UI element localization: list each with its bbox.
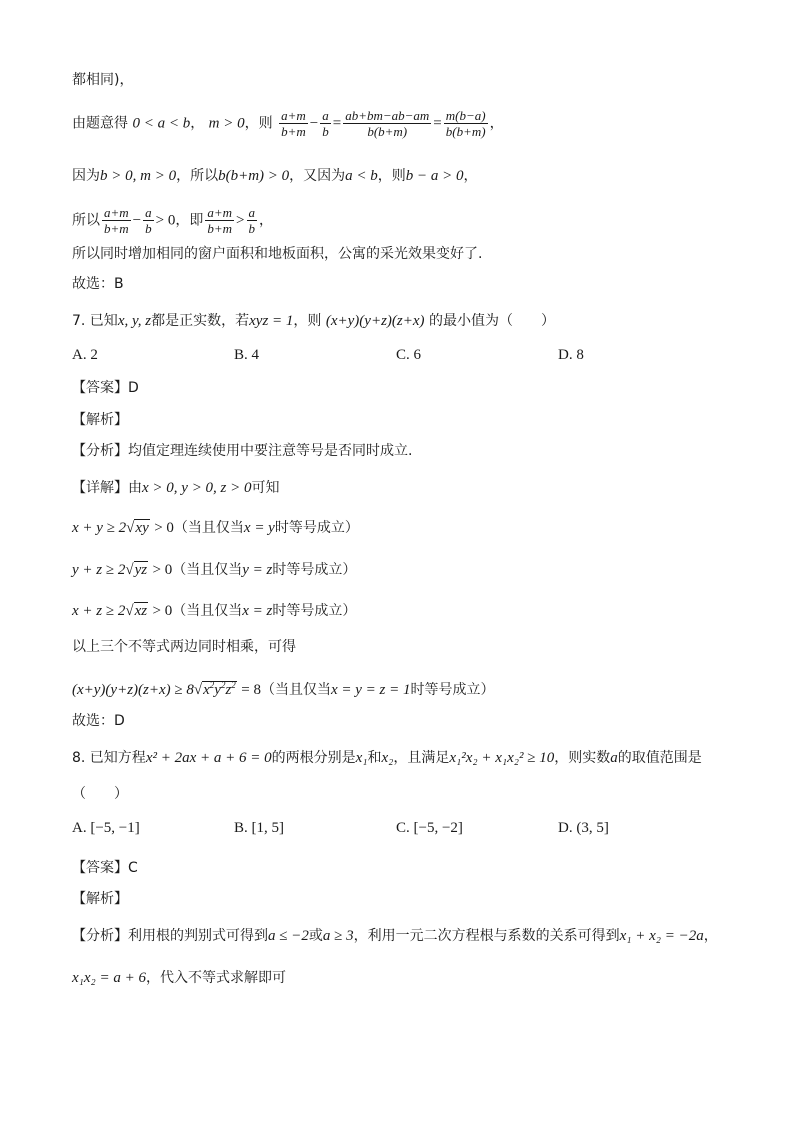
text: 时等号成立） bbox=[274, 520, 359, 536]
text-line bbox=[72, 70, 133, 90]
math: x = y = z = 1 bbox=[330, 682, 411, 698]
text: ， bbox=[703, 928, 718, 944]
math: x₁ bbox=[355, 750, 368, 766]
operator: = bbox=[433, 115, 442, 132]
option-b: B. [1, 5] bbox=[234, 820, 284, 836]
text: 7. 已知 bbox=[72, 313, 118, 329]
operator: − bbox=[132, 212, 142, 229]
sqrt-icon: √ bbox=[126, 520, 135, 536]
math: x₂ bbox=[381, 750, 394, 766]
text-line bbox=[72, 166, 478, 186]
answer-label bbox=[72, 378, 139, 398]
numerator: a+m bbox=[207, 205, 233, 220]
denominator: b bbox=[322, 124, 329, 139]
numerator: a bbox=[145, 205, 152, 220]
analysis-text bbox=[72, 968, 286, 988]
text-line bbox=[72, 784, 128, 804]
math: m > 0 bbox=[208, 115, 245, 132]
math: x, y, z bbox=[117, 313, 152, 329]
radicand: yz bbox=[134, 562, 148, 578]
math: x > 0, y > 0, z > 0 bbox=[142, 480, 252, 496]
text-line bbox=[72, 274, 124, 294]
math: a bbox=[610, 750, 618, 766]
math: (x+y)(y+z)(z+x) ≥ 8 bbox=[72, 682, 194, 698]
text: 【分析】利用根的判别式可得到 bbox=[72, 928, 268, 944]
inequality-1 bbox=[72, 518, 359, 538]
text: 的最小值为（ ） bbox=[428, 313, 555, 329]
math: b(b+m) > 0 bbox=[218, 168, 290, 184]
sqrt-icon: √ bbox=[193, 682, 203, 698]
text: （ ） bbox=[72, 786, 128, 802]
text: ，则 bbox=[377, 168, 406, 184]
text: 所以 bbox=[72, 212, 100, 229]
fraction bbox=[343, 108, 431, 139]
text: 时等号成立） bbox=[272, 603, 357, 619]
text: 故选：B bbox=[72, 276, 124, 292]
fraction bbox=[320, 108, 331, 139]
denominator: b+m bbox=[281, 124, 306, 139]
operator: = bbox=[332, 115, 342, 132]
text: ，利用一元二次方程根与系数的关系可得到 bbox=[353, 928, 620, 944]
analysis-label bbox=[72, 889, 128, 909]
text: 都是正实数，若 bbox=[151, 313, 250, 329]
numerator: ab+bm−ab−am bbox=[345, 108, 430, 123]
text: ，且满足 bbox=[393, 750, 450, 766]
math: (x+y)(y+z)(z+x) bbox=[325, 313, 425, 329]
denominator: b(b+m) bbox=[367, 124, 408, 139]
denominator: b bbox=[248, 221, 255, 236]
derivation-line bbox=[72, 108, 504, 139]
text: ，则 bbox=[244, 115, 273, 132]
text: （当且仅当 bbox=[173, 520, 244, 536]
math: x₁²x₂ + x₁x₂² ≥ 10 bbox=[449, 750, 555, 766]
text: ，又因为 bbox=[289, 168, 346, 184]
analysis-label bbox=[72, 410, 128, 430]
question-7 bbox=[72, 311, 555, 331]
denominator: b bbox=[145, 221, 152, 236]
math: b > 0, m > 0 bbox=[100, 168, 177, 184]
text: 以上三个不等式两边同时相乘，可得 bbox=[72, 639, 296, 655]
text: （当且仅当 bbox=[260, 682, 331, 698]
detail-line bbox=[72, 478, 280, 498]
text-line bbox=[72, 711, 125, 731]
operator: > 0 bbox=[155, 212, 176, 229]
sqrt-icon: √ bbox=[125, 603, 134, 619]
option-a: A. 2 bbox=[72, 347, 98, 363]
text: ， bbox=[489, 115, 504, 132]
text: ，则 bbox=[293, 313, 322, 329]
text: 故选：D bbox=[72, 713, 125, 729]
text-line bbox=[72, 244, 482, 264]
product-inequality bbox=[72, 675, 495, 700]
numerator: a+m bbox=[104, 205, 129, 220]
text: 8. 已知方程 bbox=[72, 750, 146, 766]
denominator: b(b+m) bbox=[445, 124, 486, 139]
text: ， bbox=[190, 115, 205, 132]
math: x = y bbox=[243, 520, 275, 536]
inequality-3 bbox=[72, 601, 356, 621]
question-8 bbox=[72, 748, 702, 768]
text: 时等号成立） bbox=[272, 562, 357, 578]
math: a < b bbox=[345, 168, 378, 184]
text: 可知 bbox=[251, 480, 280, 496]
math: x₁x₂ = a + 6 bbox=[72, 970, 146, 986]
text: 【答案】C bbox=[72, 860, 138, 876]
math: > 0 bbox=[152, 562, 173, 578]
numerator: a bbox=[248, 205, 255, 220]
fraction bbox=[279, 108, 308, 139]
fraction bbox=[444, 108, 488, 139]
text: 都相同)， bbox=[72, 72, 134, 88]
text: 【分析】均值定理连续使用中要注意等号是否同时成立. bbox=[72, 443, 413, 459]
text: 【解析】 bbox=[72, 891, 128, 907]
inequality-2 bbox=[72, 560, 356, 580]
text: 的取值范围是 bbox=[617, 750, 702, 766]
text: 【详解】由 bbox=[72, 480, 142, 496]
text: 由题意得 bbox=[72, 115, 128, 132]
analysis-text bbox=[72, 926, 718, 946]
text: 和 bbox=[367, 750, 382, 766]
fraction bbox=[143, 205, 154, 236]
math: b − a > 0 bbox=[405, 168, 464, 184]
math: xyz = 1 bbox=[249, 313, 294, 329]
text: 【答案】D bbox=[72, 380, 139, 396]
math: = 8 bbox=[241, 682, 261, 698]
math: a ≥ 3 bbox=[322, 928, 354, 944]
denominator: b+m bbox=[104, 221, 129, 236]
fraction bbox=[102, 205, 131, 236]
text: ，即 bbox=[175, 212, 204, 229]
option-c: C. [−5, −2] bbox=[396, 820, 463, 836]
radicand: $x^2y^2z^2$ bbox=[203, 680, 236, 698]
option-b: B. 4 bbox=[234, 347, 260, 363]
sqrt-icon: √ bbox=[125, 562, 134, 578]
math: > 0 bbox=[154, 520, 174, 536]
operator: − bbox=[309, 115, 319, 132]
math: x = z bbox=[242, 603, 273, 619]
option-d: D. 8 bbox=[558, 347, 584, 363]
fraction bbox=[247, 205, 258, 236]
math: 0 < a < b bbox=[132, 115, 191, 132]
answer-label bbox=[72, 858, 138, 878]
text: ，代入不等式求解即可 bbox=[146, 970, 286, 986]
derivation-line bbox=[72, 205, 273, 236]
text: ， bbox=[259, 212, 273, 229]
text: 或 bbox=[308, 928, 323, 944]
operator: > bbox=[236, 212, 245, 229]
fraction bbox=[205, 205, 234, 236]
numerator: a+m bbox=[281, 108, 306, 123]
option-a: A. [−5, −1] bbox=[72, 820, 140, 836]
math: y + z ≥ 2 bbox=[72, 562, 126, 578]
text: （当且仅当 bbox=[172, 603, 243, 619]
text: 所以同时增加相同的窗户面积和地板面积，公寓的采光效果变好了. bbox=[72, 246, 483, 262]
text: ，则实数 bbox=[554, 750, 611, 766]
radicand: xy bbox=[135, 520, 149, 536]
text: ， bbox=[463, 168, 478, 184]
text: 【解析】 bbox=[72, 412, 128, 428]
math: x² + 2ax + a + 6 = 0 bbox=[145, 750, 272, 766]
text: 时等号成立） bbox=[410, 682, 495, 698]
math: x + y ≥ 2 bbox=[72, 520, 127, 536]
radicand: xz bbox=[134, 603, 148, 619]
math: a ≤ −2 bbox=[268, 928, 309, 944]
analysis-text bbox=[72, 441, 412, 461]
math: > 0 bbox=[152, 603, 173, 619]
denominator: b+m bbox=[207, 221, 233, 236]
text: 因为 bbox=[72, 168, 100, 184]
math: x + z ≥ 2 bbox=[72, 603, 126, 619]
numerator: m(b−a) bbox=[445, 108, 486, 123]
numerator: a bbox=[322, 108, 329, 123]
text: 的两根分别是 bbox=[271, 750, 356, 766]
option-d: D. (3, 5] bbox=[558, 820, 609, 836]
math: y = z bbox=[242, 562, 273, 578]
text: ，所以 bbox=[176, 168, 219, 184]
math: x₁ + x₂ = −2a bbox=[619, 928, 704, 944]
text: （当且仅当 bbox=[172, 562, 243, 578]
option-c: C. 6 bbox=[396, 347, 422, 363]
text-line bbox=[72, 637, 296, 657]
